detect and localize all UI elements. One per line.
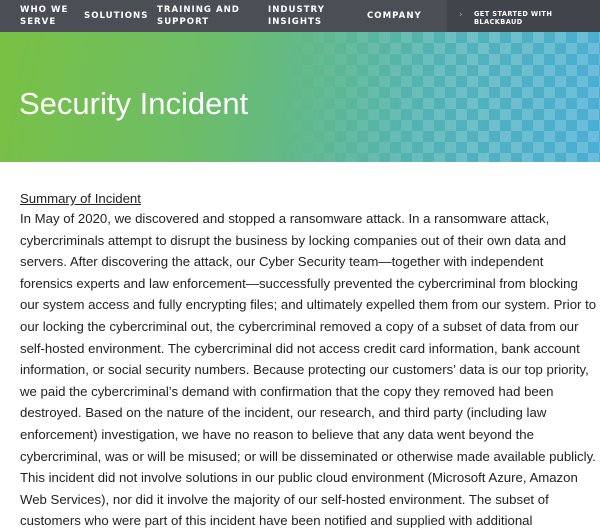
get-started-label: GET STARTED WITH BLACKBAUD <box>474 10 553 26</box>
section-heading: Summary of Incident <box>20 191 141 206</box>
paragraph-line: customers who were part of this incident have been notified and supplied with additional <box>20 513 533 529</box>
paragraph-line: destroyed. Based on the nature of the incident, our research, and third party (including law <box>20 405 547 421</box>
paragraph-line: In May of 2020, we discovered and stopped a ransomware attack. In a ransomware attack, <box>20 211 550 226</box>
top-nav <box>0 0 600 32</box>
page-title: Security Incident <box>19 86 249 121</box>
paragraph-line: cybercriminals attempt to disrupt the business by locking companies out of their own data and <box>20 232 567 248</box>
paragraph-line: servers. After discovering the attack, our Cyber Security team—together with independent <box>20 254 544 270</box>
paragraph-line: forensics experts and law enforcement—successfully prevented the cybercriminal from blocking <box>20 275 578 291</box>
nav-industry-insights[interactable]: INDUSTRY INSIGHTS <box>268 5 325 27</box>
paragraph-line: Web Services), nor did it involve the majority of our self-hosted environment. The subset of <box>20 491 549 507</box>
nav-company[interactable]: COMPANY <box>367 11 422 21</box>
get-started-button[interactable] <box>447 0 600 32</box>
article-content <box>20 190 600 532</box>
paragraph-line: our system access and fully encrypting files; and ultimately expelled them from our system. Prior to <box>20 297 597 313</box>
decorative-pattern <box>280 32 600 162</box>
nav-who-we-serve[interactable]: WHO WE SERVE <box>20 5 69 27</box>
nav-training-support[interactable]: TRAINING AND SUPPORT <box>157 5 240 27</box>
paragraph-line: This incident did not involve solutions in our public cloud environment (Microsoft Azure, Amazon <box>20 470 578 486</box>
nav-solutions[interactable]: SOLUTIONS <box>84 11 149 21</box>
paragraph-line: enforcement) investigation, we have no reason to believe that any data went beyond the <box>20 426 534 442</box>
paragraph-line: cybercriminal, was or will be misused; or will be disseminated or otherwise made available publicly. <box>20 448 596 464</box>
chevron-right-icon: › <box>459 10 463 20</box>
hero-banner <box>0 32 600 162</box>
paragraph-line: we paid the cybercriminal’s demand with confirmation that the copy they removed had been <box>20 383 554 399</box>
paragraph-line: information, or social security numbers. Because protecting our customers’ data is our top priority, <box>20 362 589 378</box>
article-paragraph <box>20 208 600 532</box>
paragraph-line: our locking the cybercriminal out, the cybercriminal removed a copy of a subset of data from our <box>20 318 579 334</box>
paragraph-line: self-hosted environment. The cybercriminal did not access credit card information, bank account <box>20 340 580 356</box>
